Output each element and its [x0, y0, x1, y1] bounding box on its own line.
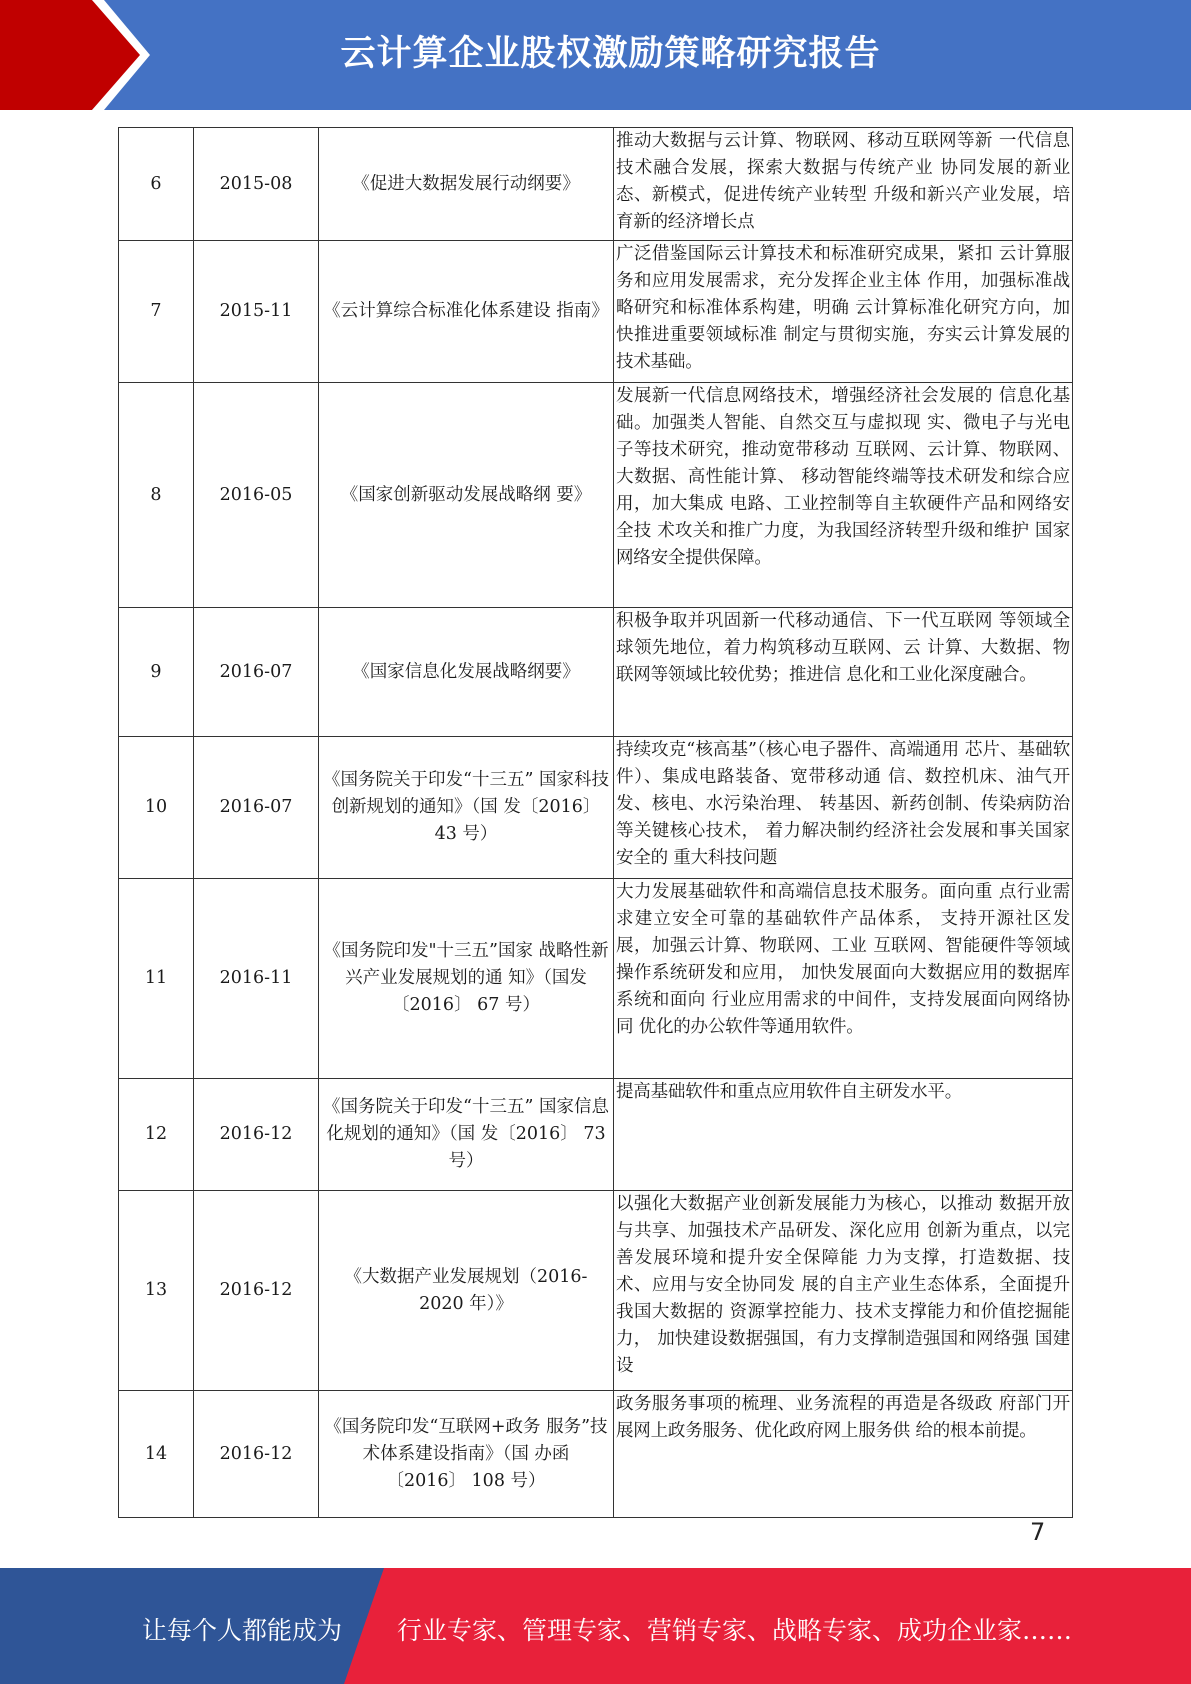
footer-slogan-left: 让每个人都能成为 [142, 1616, 343, 1645]
row-date: 2016-11 [194, 879, 319, 1079]
table-row [119, 1391, 1073, 1518]
policy-content: 推动大数据与云计算、物联网、移动互联网等新 一代信息技术融合发展，探索大数据与传统产业 协同发展的新业态、新模式，促进传统产业转型 升级和新兴产业发展，培育新的经济增长点 [614, 128, 1073, 241]
policy-content: 持续攻克“核高基”（核心电子器件、高端通用 芯片、基础软件）、集成电路装备、宽带移动通 信、数控机床、油气开发、核电、水污染治理、 转基因、新药创制、传染病防治等关键核心技术， 着力解决制约经济社会发展和事关国家安全的 重大科技问题 [614, 737, 1073, 879]
table-row [119, 608, 1073, 737]
policy-content: 发展新一代信息网络技术，增强经济社会发展的 信息化基础。加强类人智能、自然交互与虚拟现 实、微电子与光电子等技术研究，推动宽带移动 互联网、云计算、物联网、大数据、高性能计算、 移动智能终端等技术研发和综合应用，加大集成 电路、工业控制等自主软硬件产品和网络安全技 术攻关和推广力度，为我国经济转型升级和维护 国家网络安全提供保障。 [614, 383, 1073, 608]
row-number: 9 [119, 608, 194, 737]
policy-name: 《国家创新驱动发展战略纲 要》 [319, 383, 614, 608]
policy-content: 提高基础软件和重点应用软件自主研发水平。 [614, 1079, 1073, 1191]
row-date: 2016-12 [194, 1391, 319, 1518]
table-row [119, 383, 1073, 608]
table-row [119, 1079, 1073, 1191]
table-row [119, 241, 1073, 383]
row-date: 2015-11 [194, 241, 319, 383]
table-row [119, 128, 1073, 241]
policy-content: 政务服务事项的梳理、业务流程的再造是各级政 府部门开展网上政务服务、优化政府网上服务供 给的根本前提。 [614, 1391, 1073, 1518]
report-title: 云计算企业股权激励策略研究报告 [340, 34, 881, 74]
row-number: 12 [119, 1079, 194, 1191]
policy-content: 大力发展基础软件和高端信息技术服务。面向重 点行业需求建立安全可靠的基础软件产品体系， 支持开源社区发展，加强云计算、物联网、工业 互联网、智能硬件等领域操作系统研发和应用， 加快发展面向大数据应用的数据库系统和面向 行业应用需求的中间件，支持发展面向网络协同 优化的办公软件等通用软件。 [614, 879, 1073, 1079]
table-row [119, 1191, 1073, 1391]
policy-name: 《国务院印发“互联网+政务 服务”技术体系建设指南》（国 办函〔2016〕 108 号） [319, 1391, 614, 1518]
row-number: 8 [119, 383, 194, 608]
policy-content: 以强化大数据产业创新发展能力为核心，以推动 数据开放与共享、加强技术产品研发、深化应用 创新为重点，以完善发展环境和提升安全保障能 力为支撑，打造数据、技术、应用与安全协同发 展的自主产业生态体系，全面提升我国大数据的 资源掌控能力、技术支撑能力和价值挖掘能力， 加快建设数据强国，有力支撑制造强国和网络强 国建设 [614, 1191, 1073, 1391]
policy-name: 《大数据产业发展规划（2016-2020 年）》 [319, 1191, 614, 1391]
row-number: 13 [119, 1191, 194, 1391]
row-date: 2015-08 [194, 128, 319, 241]
row-number: 11 [119, 879, 194, 1079]
row-number: 7 [119, 241, 194, 383]
policy-content: 积极争取并巩固新一代移动通信、下一代互联网 等领域全球领先地位，着力构筑移动互联网、云 计算、大数据、物联网等领域比较优势；推进信 息化和工业化深度融合。 [614, 608, 1073, 737]
table-row [119, 737, 1073, 879]
row-date: 2016-12 [194, 1191, 319, 1391]
footer-banner [0, 1568, 1191, 1684]
row-date: 2016-07 [194, 608, 319, 737]
policy-name: 《国务院印发"十三五”国家 战略性新兴产业发展规划的通 知》（国发〔2016〕 67 号） [319, 879, 614, 1079]
row-number: 10 [119, 737, 194, 879]
policy-name: 《国务院关于印发“十三五” 国家科技创新规划的通知》（国 发〔2016〕 43 号） [319, 737, 614, 879]
row-number: 6 [119, 128, 194, 241]
row-date: 2016-05 [194, 383, 319, 608]
policy-name: 《云计算综合标准化体系建设 指南》 [319, 241, 614, 383]
policy-content: 广泛借鉴国际云计算技术和标准研究成果，紧扣 云计算服务和应用发展需求，充分发挥企业主体 作用，加强标准战略研究和标准体系构建，明确 云计算标准化研究方向，加快推进重要领域标准 制定与贯彻实施，夯实云计算发展的技术基础。 [614, 241, 1073, 383]
footer-slogan-right: 行业专家、管理专家、营销专家、战略专家、成功企业家…… [397, 1616, 1073, 1645]
policy-name: 《国务院关于印发“十三五” 国家信息化规划的通知》（国 发〔2016〕 73 号） [319, 1079, 614, 1191]
header-banner [0, 0, 1191, 110]
row-date: 2016-12 [194, 1079, 319, 1191]
page-number: 7 [1030, 1518, 1046, 1546]
table-row [119, 879, 1073, 1079]
policy-table [118, 127, 1073, 1518]
policy-name: 《促进大数据发展行动纲要》 [319, 128, 614, 241]
row-number: 14 [119, 1391, 194, 1518]
row-date: 2016-07 [194, 737, 319, 879]
policy-name: 《国家信息化发展战略纲要》 [319, 608, 614, 737]
